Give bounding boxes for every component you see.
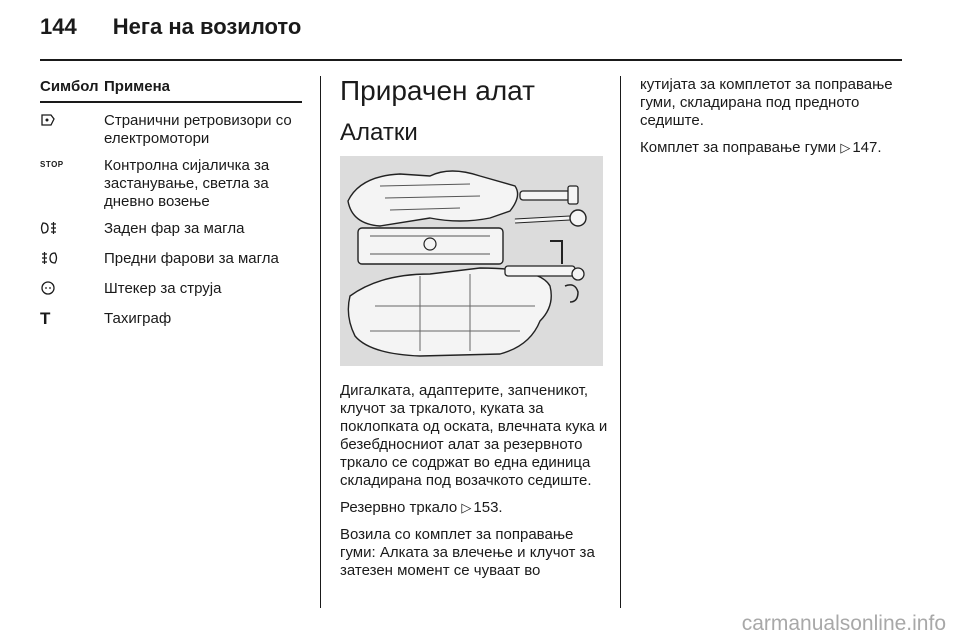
power-mirror-icon [40, 112, 104, 148]
paragraph: кутијата за комплетот за поправање гуми, складирана под предното седиште. [640, 76, 893, 129]
page-header [40, 14, 301, 46]
column-divider [620, 76, 621, 608]
section-title: Прирачен алат [340, 75, 535, 106]
table-row [40, 211, 302, 241]
tools-section [340, 76, 608, 589]
row-text: Странични ретровизори со електромотори [104, 112, 292, 147]
page-ref-icon: ▷ [461, 500, 472, 515]
row-text: Контролна сијаличка за застанување, светла за дневно возење [104, 157, 270, 210]
page-ref[interactable]: 153. [473, 499, 503, 516]
row-text: Тахиграф [104, 310, 172, 327]
paragraph: Резервно тркало ▷ 153. [340, 499, 503, 516]
front-fog-light-icon [40, 250, 104, 271]
table-row [40, 271, 302, 301]
page-title: Нега на возилото [112, 14, 302, 39]
table-row [40, 103, 302, 148]
tachograph-icon: T [40, 309, 51, 328]
paragraph: Возила со комплет за поправање гуми: Алката за влечење и клучот за затезен момент се чуваат во [340, 526, 595, 579]
stop-icon: STOP [40, 160, 64, 169]
power-socket-icon [40, 280, 104, 301]
paragraph: Дигалката, адаптерите, запченикот, клучот за тркалото, куката за поклопката од оската, влечната кука и безебдносниот алат за резервното тркало се содржат во една единица складирана под возачкото седиште. [340, 382, 608, 489]
col-symbol-header: Симбол [40, 78, 99, 95]
row-text: Штекер за струја [104, 280, 222, 297]
table-row [40, 148, 302, 211]
row-text: Заден фар за магла [104, 220, 245, 237]
table-row [40, 241, 302, 271]
page-ref-icon: ▷ [840, 140, 851, 155]
page-ref[interactable]: 147. [852, 139, 882, 156]
symbol-table-header [40, 78, 302, 103]
rear-fog-light-icon [40, 220, 104, 241]
watermark: carmanualsonline.info [741, 612, 946, 635]
paragraph: Комплет за поправање гуми ▷ 147. [640, 139, 882, 156]
section-subtitle: Алатки [340, 119, 418, 146]
col-use-header: Примена [104, 78, 171, 95]
tools-section-continued [640, 76, 908, 166]
row-text: Предни фарови за магла [104, 250, 279, 267]
header-rule [40, 59, 902, 61]
column-divider [320, 76, 321, 608]
tool-kit-illustration [340, 156, 603, 366]
symbol-table [40, 78, 302, 328]
table-row [40, 301, 302, 328]
page-number: 144 [40, 14, 77, 39]
